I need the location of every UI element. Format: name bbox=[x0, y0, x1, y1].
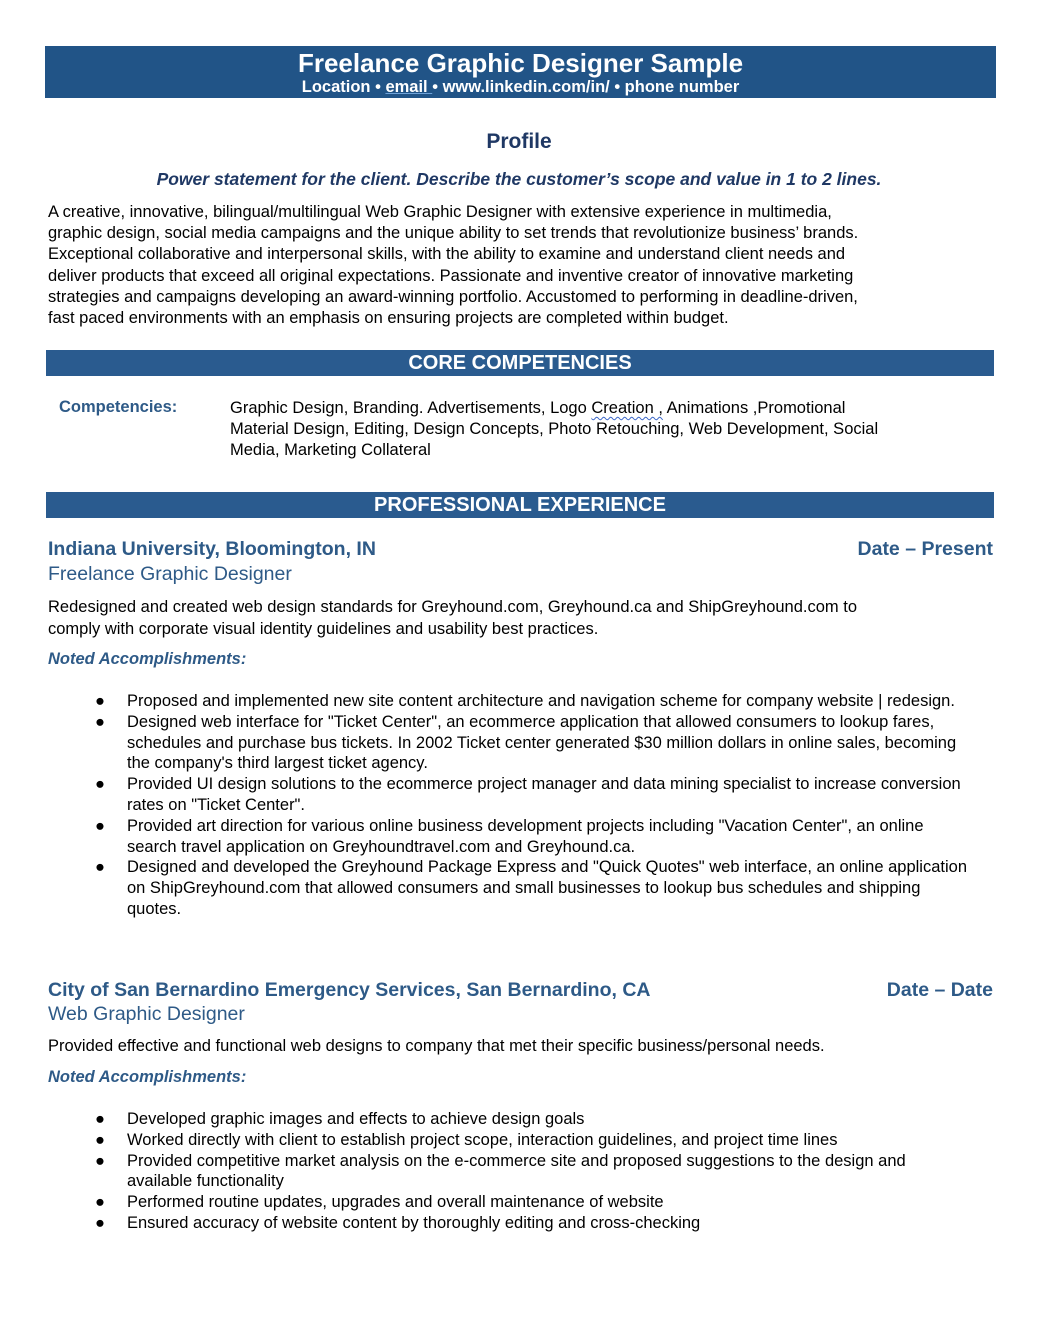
accomplishments-label: Noted Accomplishments: bbox=[48, 1068, 247, 1086]
job-description bbox=[48, 597, 988, 640]
list-item bbox=[95, 712, 975, 774]
list-item-text: Performed routine updates, upgrades and overall maintenance of website bbox=[127, 1193, 664, 1212]
core-competencies-header: CORE COMPETENCIES bbox=[46, 350, 994, 376]
list-item-text: Worked directly with client to establish project scope, interaction guidelines, and project time lines bbox=[127, 1130, 838, 1149]
job-description-line: comply with corporate visual identity guidelines and usability best practices. bbox=[48, 619, 599, 638]
bullet-icon: ● bbox=[95, 858, 105, 877]
power-statement: Power statement for the client. Describe the customer’s scope and value in 1 to 2 lines. bbox=[156, 169, 882, 189]
job-title: Web Graphic Designer bbox=[48, 1003, 245, 1025]
job-description bbox=[48, 1036, 988, 1058]
bullet-icon: ● bbox=[95, 1213, 105, 1232]
list-item-text: Designed web interface for "Ticket Center", an ecommerce application that allowed consumers to lookup fares, schedules and purchase bus tickets. In 2002 Ticket center generated $30 million dollars in online sales, becoming the company's third largest ticket agency. bbox=[127, 712, 957, 773]
list-item-text: Provided competitive market analysis on the e-commerce site and proposed suggestions to the design and available functionality bbox=[127, 1151, 906, 1191]
accomplishments-list bbox=[95, 1109, 975, 1234]
list-item-text: Proposed and implemented new site content architecture and navigation scheme for company website | redesign. bbox=[127, 692, 955, 710]
list-item-text: Designed and developed the Greyhound Package Express and "Quick Quotes" web interface, an online application on ShipGreyhound.com that allowed consumers and small businesses to lookup bus schedules and shipping quotes. bbox=[127, 858, 968, 918]
competencies-text: Animations ,Promotional bbox=[662, 399, 846, 417]
bullet-icon: ● bbox=[95, 1151, 105, 1170]
bullet-icon: ● bbox=[95, 712, 105, 731]
contact-line bbox=[45, 78, 996, 96]
list-item bbox=[95, 1213, 975, 1234]
spellcheck-flag: Creation , bbox=[591, 399, 663, 417]
profile-line: graphic design, social media campaigns and the unique ability to set trends that revolutionize business’ brands. bbox=[48, 224, 859, 243]
contact-email-link[interactable]: email bbox=[385, 78, 433, 96]
job-date: Date – Present bbox=[857, 538, 993, 560]
professional-experience-header: PROFESSIONAL EXPERIENCE bbox=[46, 492, 994, 518]
list-item bbox=[95, 1151, 975, 1193]
job-date: Date – Date bbox=[886, 979, 993, 1001]
profile-heading: Profile bbox=[486, 130, 552, 153]
competencies-list bbox=[230, 398, 970, 461]
list-item bbox=[95, 774, 975, 816]
profile-line: deliver products that exceed all original expectations. Passionate and inventive creator of innovative marketing bbox=[48, 266, 854, 285]
job-organization: Indiana University, Bloomington, IN bbox=[48, 538, 376, 560]
list-item-text: Ensured accuracy of website content by thoroughly editing and cross-checking bbox=[127, 1213, 701, 1232]
bullet-icon: ● bbox=[95, 775, 105, 794]
list-item-text: Provided art direction for various online business development projects including "Vacation Center", an online search travel application on Greyhoundtravel.com and Greyhound.ca. bbox=[127, 816, 924, 856]
list-item bbox=[95, 857, 975, 919]
bullet-icon: ● bbox=[95, 1130, 105, 1149]
job-organization: City of San Bernardino Emergency Services, San Bernardino, CA bbox=[48, 979, 651, 1001]
list-item bbox=[95, 1192, 975, 1213]
accomplishments-list bbox=[95, 691, 975, 920]
contact-location: Location • bbox=[301, 78, 386, 96]
bullet-icon: ● bbox=[95, 1110, 105, 1128]
job-description-line: Provided effective and functional web designs to company that met their specific business/personal needs. bbox=[48, 1037, 825, 1055]
list-item bbox=[95, 1130, 975, 1151]
bullet-icon: ● bbox=[95, 816, 105, 835]
list-item-text: Provided UI design solutions to the ecommerce project manager and data mining specialist to increase conversion rates on "Ticket Center". bbox=[127, 775, 961, 814]
list-item bbox=[95, 691, 975, 712]
list-item bbox=[95, 1109, 975, 1130]
profile-line: fast paced environments with an emphasis on ensuring projects are completed within budget. bbox=[48, 309, 729, 328]
bullet-icon: ● bbox=[95, 692, 105, 710]
profile-line: Exceptional collaborative and interpersonal skills, with the ability to examine and understand client needs and bbox=[48, 245, 846, 264]
resume-title: Freelance Graphic Designer Sample bbox=[297, 48, 744, 78]
accomplishments-label: Noted Accomplishments: bbox=[48, 650, 247, 668]
competencies-line bbox=[230, 398, 970, 419]
profile-line: A creative, innovative, bilingual/multilingual Web Graphic Designer with extensive experience in multimedia, bbox=[48, 203, 832, 221]
contact-rest: • www.linkedin.com/in/ • phone number bbox=[432, 78, 740, 96]
job-title: Freelance Graphic Designer bbox=[48, 563, 292, 585]
bullet-icon: ● bbox=[95, 1193, 105, 1212]
competencies-line: Material Design, Editing, Design Concepts, Photo Retouching, Web Development, Social bbox=[230, 420, 879, 438]
profile-summary bbox=[48, 202, 988, 329]
competencies-label: Competencies: bbox=[59, 398, 178, 416]
header-band bbox=[45, 46, 996, 98]
job-description-line: Redesigned and created web design standards for Greyhound.com, Greyhound.ca and ShipGreyhound.com to bbox=[48, 598, 857, 616]
competencies-line: Media, Marketing Collateral bbox=[230, 441, 431, 459]
list-item bbox=[95, 816, 975, 858]
list-item-text: Developed graphic images and effects to achieve design goals bbox=[127, 1110, 585, 1128]
competencies-text: Graphic Design, Branding. Advertisements, Logo bbox=[230, 399, 592, 417]
profile-line: strategies and campaigns developing an award-winning portfolio. Accustomed to performing in deadline-driven, bbox=[48, 287, 858, 306]
